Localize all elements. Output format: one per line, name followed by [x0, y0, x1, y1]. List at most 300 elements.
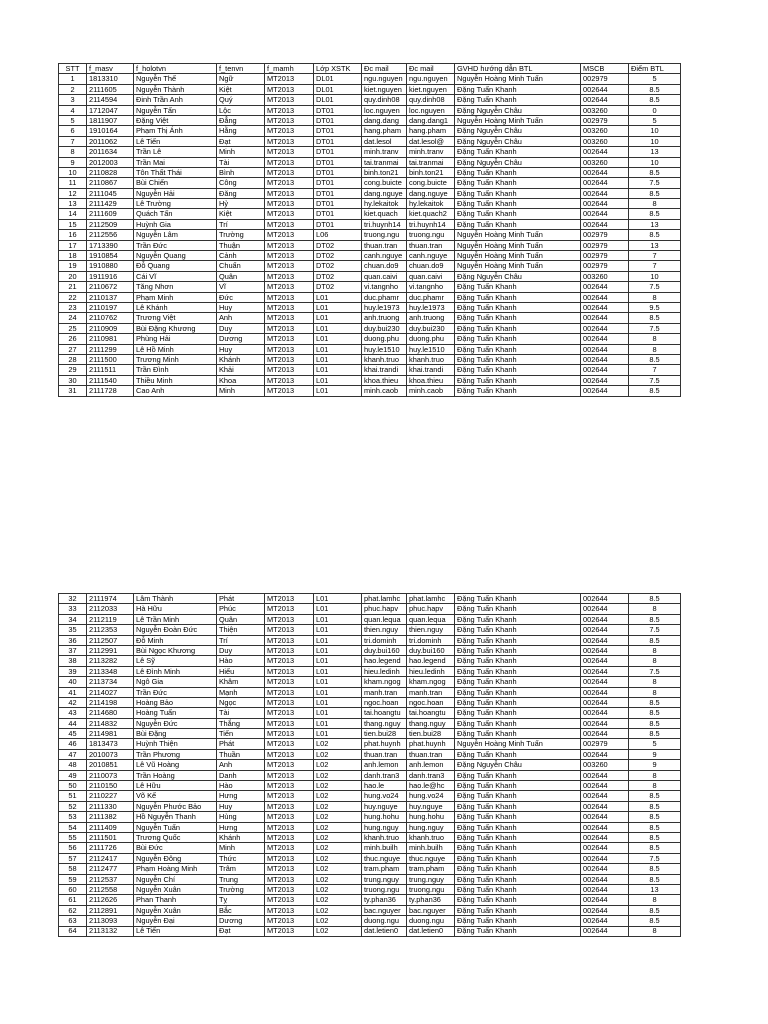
- email-cell: hung.vo24: [362, 791, 407, 801]
- surname-cell: Hồ Nguyễn Thanh: [134, 812, 217, 822]
- email-cell-2: hao.le@hc: [407, 781, 455, 791]
- score-cell: 8: [629, 292, 681, 302]
- course-code-cell: MT2013: [265, 822, 314, 832]
- class-cell: L02: [314, 864, 362, 874]
- student-id-cell: 2111728: [87, 386, 134, 396]
- score-cell: 8: [629, 656, 681, 666]
- surname-cell: Bùi Đặng: [134, 729, 217, 739]
- class-cell: L02: [314, 749, 362, 759]
- class-cell: L01: [314, 302, 362, 312]
- advisor-cell: Đặng Tuấn Khanh: [455, 147, 581, 157]
- stt-cell: 23: [59, 302, 87, 312]
- email-cell: duy.bui230: [362, 323, 407, 333]
- advisor-cell: Đặng Tuấn Khanh: [455, 812, 581, 822]
- table-row: [59, 864, 681, 874]
- email-cell-2: trung.nguy: [407, 874, 455, 884]
- surname-cell: Đinh Trần Anh: [134, 95, 217, 105]
- staff-id-cell: 002979: [581, 261, 629, 271]
- staff-id-cell: 003260: [581, 136, 629, 146]
- course-code-cell: MT2013: [265, 645, 314, 655]
- course-code-cell: MT2013: [265, 261, 314, 271]
- course-code-cell: MT2013: [265, 739, 314, 749]
- score-cell: 10: [629, 126, 681, 136]
- score-cell: 7.5: [629, 282, 681, 292]
- score-cell: 8: [629, 677, 681, 687]
- given-name-cell: Khâm: [217, 677, 265, 687]
- given-name-cell: Minh: [217, 147, 265, 157]
- advisor-cell: Đặng Tuấn Khanh: [455, 791, 581, 801]
- student-id-cell: 2111609: [87, 209, 134, 219]
- staff-id-cell: 002644: [581, 178, 629, 188]
- student-id-cell: 2111330: [87, 801, 134, 811]
- email-cell: duong.ngu: [362, 916, 407, 926]
- student-id-cell: 2114027: [87, 687, 134, 697]
- given-name-cell: Đăng: [217, 188, 265, 198]
- stt-cell: 5: [59, 115, 87, 125]
- advisor-cell: Đặng Tuấn Khanh: [455, 864, 581, 874]
- email-cell-2: huy.le1973: [407, 302, 455, 312]
- class-cell: L02: [314, 801, 362, 811]
- score-cell: 8.5: [629, 916, 681, 926]
- class-cell: DT01: [314, 136, 362, 146]
- class-cell: DT01: [314, 157, 362, 167]
- course-code-cell: MT2013: [265, 95, 314, 105]
- given-name-cell: Thức: [217, 853, 265, 863]
- email-cell: phat.huynh: [362, 739, 407, 749]
- class-cell: L02: [314, 832, 362, 842]
- course-code-cell: MT2013: [265, 749, 314, 759]
- email-cell-2: quy.dinh08: [407, 95, 455, 105]
- student-id-cell: 2110981: [87, 334, 134, 344]
- stt-cell: 18: [59, 251, 87, 261]
- table-row: [59, 645, 681, 655]
- given-name-cell: Hỷ: [217, 199, 265, 209]
- student-id-cell: 2113093: [87, 916, 134, 926]
- email-cell: dat.letien0: [362, 926, 407, 936]
- surname-cell: Nguyễn Xuân: [134, 884, 217, 894]
- course-code-cell: MT2013: [265, 781, 314, 791]
- given-name-cell: Phúc: [217, 604, 265, 614]
- email-cell-2: phuc.hapv: [407, 604, 455, 614]
- score-cell: 8: [629, 781, 681, 791]
- advisor-cell: Đặng Tuấn Khanh: [455, 895, 581, 905]
- surname-cell: Hoàng Tuấn: [134, 708, 217, 718]
- staff-id-cell: 002644: [581, 916, 629, 926]
- stt-cell: 36: [59, 635, 87, 645]
- email-cell-2: khai.trandi: [407, 365, 455, 375]
- email-cell-2: anh.truong: [407, 313, 455, 323]
- advisor-cell: Đặng Tuấn Khanh: [455, 95, 581, 105]
- student-id-cell: 2110150: [87, 781, 134, 791]
- course-code-cell: MT2013: [265, 916, 314, 926]
- stt-cell: 55: [59, 832, 87, 842]
- stt-cell: 49: [59, 770, 87, 780]
- email-cell-2: khanh.truo: [407, 832, 455, 842]
- email-cell: phat.lamhc: [362, 594, 407, 604]
- student-id-cell: 2112477: [87, 864, 134, 874]
- given-name-cell: Trường: [217, 884, 265, 894]
- email-cell: khoa.thieu: [362, 375, 407, 385]
- student-id-cell: 2010073: [87, 749, 134, 759]
- course-code-cell: MT2013: [265, 126, 314, 136]
- surname-cell: Trần Đức: [134, 240, 217, 250]
- stt-cell: 34: [59, 614, 87, 624]
- advisor-cell: Đặng Nguyễn Châu: [455, 105, 581, 115]
- surname-cell: Phan Thanh: [134, 895, 217, 905]
- class-cell: DT02: [314, 261, 362, 271]
- email-cell-2: duc.phamr: [407, 292, 455, 302]
- class-cell: L01: [314, 666, 362, 676]
- staff-id-cell: 002979: [581, 251, 629, 261]
- email-cell-2: loc.nguyen: [407, 105, 455, 115]
- given-name-cell: Trường: [217, 230, 265, 240]
- staff-id-cell: 002644: [581, 677, 629, 687]
- class-cell: L06: [314, 230, 362, 240]
- staff-id-cell: 002979: [581, 739, 629, 749]
- email-cell: thuan.tran: [362, 749, 407, 759]
- course-code-cell: MT2013: [265, 729, 314, 739]
- email-cell: minh.builh: [362, 843, 407, 853]
- class-cell: L02: [314, 884, 362, 894]
- stt-cell: 26: [59, 334, 87, 344]
- class-cell: L01: [314, 604, 362, 614]
- score-cell: 8.5: [629, 718, 681, 728]
- surname-cell: Bùi Đức: [134, 843, 217, 853]
- staff-id-cell: 002644: [581, 905, 629, 915]
- column-header: Điểm BTL: [629, 64, 681, 74]
- course-code-cell: MT2013: [265, 115, 314, 125]
- table-row: [59, 344, 681, 354]
- course-code-cell: MT2013: [265, 302, 314, 312]
- score-cell: 8.5: [629, 84, 681, 94]
- surname-cell: Lê Đình Minh: [134, 666, 217, 676]
- staff-id-cell: 002644: [581, 843, 629, 853]
- surname-cell: Tôn Thất Thái: [134, 167, 217, 177]
- stt-cell: 28: [59, 354, 87, 364]
- table-row: [59, 749, 681, 759]
- surname-cell: Lê Trường: [134, 199, 217, 209]
- advisor-cell: Nguyễn Hoàng Minh Tuấn: [455, 261, 581, 271]
- student-id-cell: 2111501: [87, 832, 134, 842]
- email-cell-2: duong.phu: [407, 334, 455, 344]
- email-cell-2: vi.tangnho: [407, 282, 455, 292]
- student-id-cell: 2113282: [87, 656, 134, 666]
- email-cell: hao.legend: [362, 656, 407, 666]
- student-id-cell: 2110762: [87, 313, 134, 323]
- course-code-cell: MT2013: [265, 604, 314, 614]
- given-name-cell: Trung: [217, 874, 265, 884]
- email-cell: bac.nguyer: [362, 905, 407, 915]
- score-cell: 7: [629, 261, 681, 271]
- table-row: [59, 677, 681, 687]
- email-cell: kiet.quach: [362, 209, 407, 219]
- score-cell: 8: [629, 770, 681, 780]
- email-cell: khanh.truo: [362, 354, 407, 364]
- stt-cell: 20: [59, 271, 87, 281]
- student-id-cell: 2010851: [87, 760, 134, 770]
- score-cell: 9.5: [629, 302, 681, 312]
- advisor-cell: Đặng Tuấn Khanh: [455, 614, 581, 624]
- table-row: [59, 614, 681, 624]
- course-code-cell: MT2013: [265, 697, 314, 707]
- score-cell: 10: [629, 136, 681, 146]
- student-id-cell: 1813473: [87, 739, 134, 749]
- score-cell: 13: [629, 884, 681, 894]
- surname-cell: Hoàng Bảo: [134, 697, 217, 707]
- advisor-cell: Đặng Tuấn Khanh: [455, 645, 581, 655]
- email-cell: huy.nguye: [362, 801, 407, 811]
- email-cell-2: hieu.ledinh: [407, 666, 455, 676]
- advisor-cell: Đặng Tuấn Khanh: [455, 687, 581, 697]
- stt-cell: 21: [59, 282, 87, 292]
- given-name-cell: Phát: [217, 594, 265, 604]
- class-cell: L02: [314, 843, 362, 853]
- given-name-cell: Đẳng: [217, 115, 265, 125]
- stt-cell: 7: [59, 136, 87, 146]
- advisor-cell: Đặng Tuấn Khanh: [455, 365, 581, 375]
- advisor-cell: Đặng Tuấn Khanh: [455, 781, 581, 791]
- staff-id-cell: 002644: [581, 749, 629, 759]
- class-cell: L02: [314, 895, 362, 905]
- class-cell: L02: [314, 926, 362, 936]
- header-row: [59, 64, 681, 74]
- column-header: MSCB: [581, 64, 629, 74]
- surname-cell: Nguyễn Đoàn Đức: [134, 625, 217, 635]
- surname-cell: Trương Quốc: [134, 832, 217, 842]
- email-cell-2: chuan.do9: [407, 261, 455, 271]
- student-id-cell: 1713390: [87, 240, 134, 250]
- given-name-cell: Ngọc: [217, 697, 265, 707]
- email-cell-2: thien.nguy: [407, 625, 455, 635]
- score-cell: 8.5: [629, 386, 681, 396]
- score-cell: 8.5: [629, 822, 681, 832]
- column-header: f_mamh: [265, 64, 314, 74]
- email-cell: thuan.tran: [362, 240, 407, 250]
- staff-id-cell: 002644: [581, 832, 629, 842]
- student-id-cell: 2112509: [87, 219, 134, 229]
- email-cell: thien.nguy: [362, 625, 407, 635]
- stt-cell: 13: [59, 199, 87, 209]
- given-name-cell: Vĩ: [217, 282, 265, 292]
- stt-cell: 24: [59, 313, 87, 323]
- class-cell: L01: [314, 625, 362, 635]
- student-id-cell: 2112033: [87, 604, 134, 614]
- table-row: [59, 136, 681, 146]
- course-code-cell: MT2013: [265, 832, 314, 842]
- surname-cell: Cái Vĩ: [134, 271, 217, 281]
- advisor-cell: Đặng Tuấn Khanh: [455, 677, 581, 687]
- student-id-cell: 2112558: [87, 884, 134, 894]
- advisor-cell: Đặng Tuấn Khanh: [455, 666, 581, 676]
- course-code-cell: MT2013: [265, 240, 314, 250]
- class-cell: L02: [314, 770, 362, 780]
- stt-cell: 41: [59, 687, 87, 697]
- table-row: [59, 230, 681, 240]
- email-cell-2: tri.huynh14: [407, 219, 455, 229]
- advisor-cell: Đặng Tuấn Khanh: [455, 199, 581, 209]
- class-cell: L01: [314, 313, 362, 323]
- email-cell-2: truong.ngu: [407, 884, 455, 894]
- grade-table-bottom: [58, 593, 681, 937]
- stt-cell: 46: [59, 739, 87, 749]
- student-id-cell: 2113132: [87, 926, 134, 936]
- class-cell: DT01: [314, 115, 362, 125]
- stt-cell: 17: [59, 240, 87, 250]
- email-cell-2: truong.ngu: [407, 230, 455, 240]
- advisor-cell: Đặng Tuấn Khanh: [455, 167, 581, 177]
- score-cell: 8.5: [629, 614, 681, 624]
- table-row: [59, 781, 681, 791]
- column-header: STT: [59, 64, 87, 74]
- email-cell: phuc.hapv: [362, 604, 407, 614]
- course-code-cell: MT2013: [265, 271, 314, 281]
- email-cell-2: phat.lamhc: [407, 594, 455, 604]
- surname-cell: Phạm Minh: [134, 292, 217, 302]
- score-cell: 8.5: [629, 791, 681, 801]
- given-name-cell: Minh: [217, 843, 265, 853]
- class-cell: DT02: [314, 282, 362, 292]
- table-row: [59, 594, 681, 604]
- surname-cell: Nguyễn Hải: [134, 188, 217, 198]
- email-cell: quan.caivi: [362, 271, 407, 281]
- stt-cell: 44: [59, 718, 87, 728]
- table-row: [59, 323, 681, 333]
- score-cell: 8.5: [629, 209, 681, 219]
- email-cell: trung.nguy: [362, 874, 407, 884]
- surname-cell: Trần Lê: [134, 147, 217, 157]
- email-cell-2: hao.legend: [407, 656, 455, 666]
- table-row: [59, 874, 681, 884]
- score-cell: 13: [629, 219, 681, 229]
- class-cell: L02: [314, 874, 362, 884]
- staff-id-cell: 002644: [581, 386, 629, 396]
- class-cell: DT01: [314, 147, 362, 157]
- surname-cell: Quách Tấn: [134, 209, 217, 219]
- table-row: [59, 895, 681, 905]
- given-name-cell: Hào: [217, 781, 265, 791]
- staff-id-cell: 002979: [581, 74, 629, 84]
- table-row: [59, 739, 681, 749]
- stt-cell: 25: [59, 323, 87, 333]
- staff-id-cell: 003260: [581, 157, 629, 167]
- email-cell-2: hung.hohu: [407, 812, 455, 822]
- table-row: [59, 687, 681, 697]
- score-cell: 7.5: [629, 178, 681, 188]
- surname-cell: Bùi Chiến: [134, 178, 217, 188]
- email-cell-2: kiet.nguyen: [407, 84, 455, 94]
- course-code-cell: MT2013: [265, 687, 314, 697]
- staff-id-cell: 002644: [581, 812, 629, 822]
- email-cell-2: duy.bui160: [407, 645, 455, 655]
- advisor-cell: Đặng Tuấn Khanh: [455, 354, 581, 364]
- advisor-cell: Đặng Nguyễn Châu: [455, 126, 581, 136]
- stt-cell: 39: [59, 666, 87, 676]
- staff-id-cell: 002644: [581, 302, 629, 312]
- staff-id-cell: 002644: [581, 344, 629, 354]
- advisor-cell: Đặng Nguyễn Châu: [455, 271, 581, 281]
- stt-cell: 4: [59, 105, 87, 115]
- advisor-cell: Nguyễn Hoàng Minh Tuấn: [455, 251, 581, 261]
- score-cell: 8.5: [629, 832, 681, 842]
- given-name-cell: Khánh: [217, 832, 265, 842]
- staff-id-cell: 002644: [581, 781, 629, 791]
- given-name-cell: Thiện: [217, 625, 265, 635]
- class-cell: DT01: [314, 105, 362, 115]
- stt-cell: 12: [59, 188, 87, 198]
- course-code-cell: MT2013: [265, 147, 314, 157]
- advisor-cell: Đặng Tuấn Khanh: [455, 853, 581, 863]
- email-cell: chuan.do9: [362, 261, 407, 271]
- email-cell-2: dat.letien0: [407, 926, 455, 936]
- surname-cell: Phạm Hoàng Minh: [134, 864, 217, 874]
- course-code-cell: MT2013: [265, 760, 314, 770]
- table-row: [59, 271, 681, 281]
- table-row: [59, 708, 681, 718]
- given-name-cell: Hưng: [217, 822, 265, 832]
- advisor-cell: Đặng Tuấn Khanh: [455, 832, 581, 842]
- student-id-cell: 2112353: [87, 625, 134, 635]
- score-cell: 8.5: [629, 905, 681, 915]
- advisor-cell: Đặng Tuấn Khanh: [455, 718, 581, 728]
- email-cell: danh.tran3: [362, 770, 407, 780]
- student-id-cell: 2011062: [87, 136, 134, 146]
- advisor-cell: Đặng Tuấn Khanh: [455, 822, 581, 832]
- course-code-cell: MT2013: [265, 334, 314, 344]
- student-id-cell: 2110227: [87, 791, 134, 801]
- email-cell-2: khanh.truo: [407, 354, 455, 364]
- class-cell: DT02: [314, 251, 362, 261]
- class-cell: L02: [314, 739, 362, 749]
- staff-id-cell: 002644: [581, 895, 629, 905]
- given-name-cell: Duy: [217, 323, 265, 333]
- column-header: Lớp XSTK: [314, 64, 362, 74]
- email-cell: hang.pham: [362, 126, 407, 136]
- stt-cell: 51: [59, 791, 87, 801]
- student-id-cell: 2112556: [87, 230, 134, 240]
- student-id-cell: 2110073: [87, 770, 134, 780]
- course-code-cell: MT2013: [265, 884, 314, 894]
- staff-id-cell: 002644: [581, 864, 629, 874]
- course-code-cell: MT2013: [265, 323, 314, 333]
- score-cell: 8.5: [629, 230, 681, 240]
- table-row: [59, 843, 681, 853]
- email-cell: duy.bui160: [362, 645, 407, 655]
- advisor-cell: Đặng Tuấn Khanh: [455, 729, 581, 739]
- table-row: [59, 334, 681, 344]
- advisor-cell: Đặng Tuấn Khanh: [455, 594, 581, 604]
- surname-cell: Thiều Minh: [134, 375, 217, 385]
- score-cell: 7.5: [629, 853, 681, 863]
- stt-cell: 6: [59, 126, 87, 136]
- staff-id-cell: 002979: [581, 115, 629, 125]
- advisor-cell: Đặng Tuấn Khanh: [455, 801, 581, 811]
- given-name-cell: Huy: [217, 302, 265, 312]
- email-cell-2: kham.ngog: [407, 677, 455, 687]
- email-cell-2: thuan.tran: [407, 240, 455, 250]
- advisor-cell: Đặng Tuấn Khanh: [455, 323, 581, 333]
- given-name-cell: Bắc: [217, 905, 265, 915]
- table-row: [59, 354, 681, 364]
- staff-id-cell: 002644: [581, 95, 629, 105]
- email-cell-2: hung.nguy: [407, 822, 455, 832]
- class-cell: L02: [314, 916, 362, 926]
- stt-cell: 8: [59, 147, 87, 157]
- surname-cell: Võ Kế: [134, 791, 217, 801]
- stt-cell: 54: [59, 822, 87, 832]
- staff-id-cell: 003260: [581, 271, 629, 281]
- student-id-cell: 2112537: [87, 874, 134, 884]
- surname-cell: Nguyễn Phước Bảo: [134, 801, 217, 811]
